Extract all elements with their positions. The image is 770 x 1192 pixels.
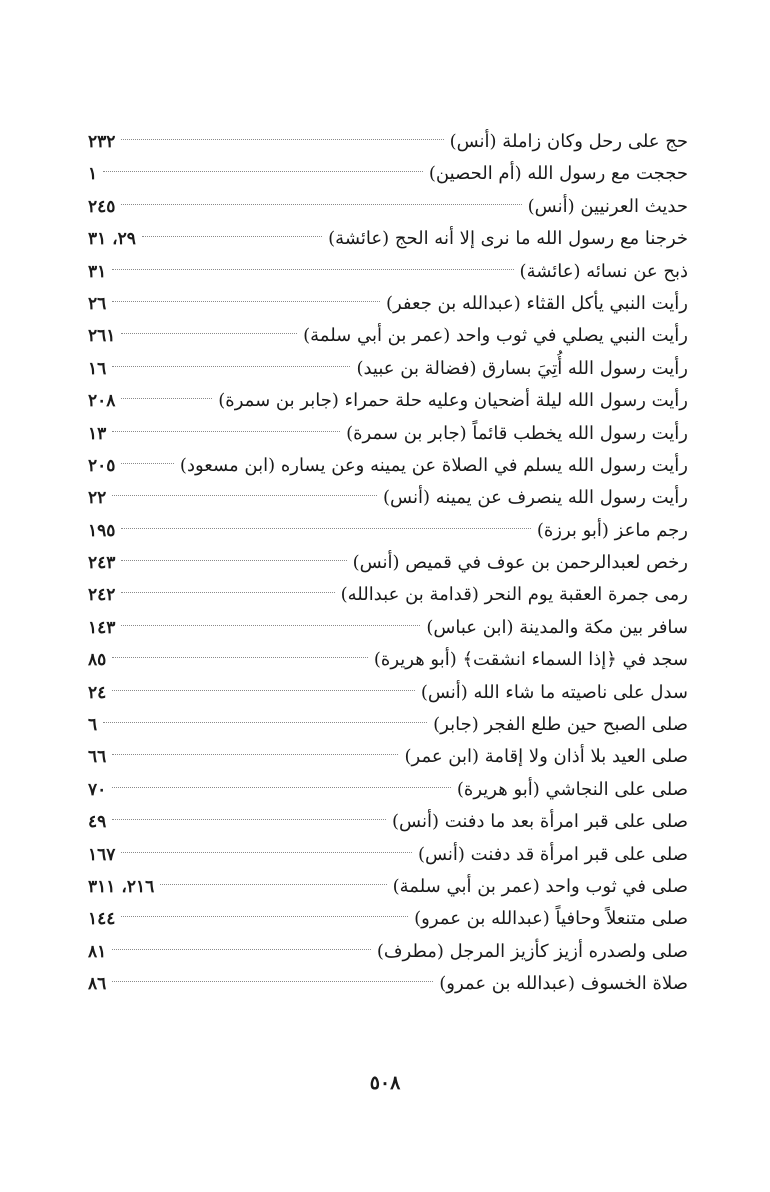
dotted-leader [112,754,398,755]
dotted-leader [103,171,423,172]
dotted-leader [112,657,368,658]
entry-text: صلاة الخسوف (عبدالله بن عمرو) [439,973,688,995]
entry-page-numbers: ٢٠٥ [88,455,116,476]
dotted-leader [112,366,350,367]
entry-text: حججت مع رسول الله (أم الحصين) [428,163,688,185]
entry-page-numbers: ٢٤٥ [88,196,116,217]
entry-page-numbers: ١٣ [88,423,107,444]
dotted-leader [112,949,371,950]
index-entry [88,839,688,871]
dotted-leader [112,269,513,270]
index-entry [88,158,688,190]
entry-text: صلى العيد بلا أذان ولا إقامة (ابن عمر) [404,746,688,768]
entry-text: سدل على ناصيته ما شاء الله (أنس) [420,681,688,703]
entry-text: رأيت النبي يصلي في ثوب واحد (عمر بن أبي سلمة) [303,325,688,347]
dotted-leader [112,690,415,691]
index-entry [88,418,688,450]
entry-page-numbers: ٢٦١ [88,326,116,347]
entry-page-numbers: ١ [88,164,98,185]
entry-text: ذبح عن نسائه (عائشة) [519,260,688,282]
index-entry [88,579,688,611]
entry-text: رأيت النبي يأكل القثاء (عبدالله بن جعفر) [385,292,688,314]
entry-text: حديث العرنيين (أنس) [527,195,688,217]
index-entry [88,741,688,773]
entry-page-numbers: ٢٩، ٣١ [88,229,136,250]
dotted-leader [121,463,174,464]
entry-text: سافر بين مكة والمدينة (ابن عباس) [426,616,688,638]
index-entry [88,709,688,741]
dotted-leader [121,592,334,593]
entry-page-numbers: ٣١ [88,261,107,282]
index-entry [88,547,688,579]
dotted-leader [112,819,386,820]
entry-page-numbers: ١٩٥ [88,520,116,541]
entry-page-numbers: ٤٩ [88,812,107,833]
entry-text: رأيت رسول الله يسلم في الصلاة عن يمينه وعن يساره (ابن مسعود) [179,454,688,476]
entry-page-numbers: ١٦٧ [88,844,116,865]
entry-page-numbers: ١٤٣ [88,617,116,638]
entry-page-numbers: ٢٤ [88,682,107,703]
entry-text: رأيت رسول الله أُتِيَ بسارق (فضالة بن عبيد) [356,357,688,379]
entry-page-numbers: ٢٢ [88,488,107,509]
entry-page-numbers: ٢٠٨ [88,391,116,412]
dotted-leader [121,560,346,561]
index-entry [88,612,688,644]
index-entry [88,644,688,676]
entry-page-numbers: ٢٤٣ [88,553,116,574]
index-entry [88,806,688,838]
index-entry [88,320,688,352]
index-entry [88,288,688,320]
entry-text: رجم ماعز (أبو برزة) [536,519,688,541]
entry-page-numbers: ٧٠ [88,779,107,800]
entry-text: صلى ولصدره أزيز كأزيز المرجل (مطرف) [376,940,688,962]
entry-page-numbers: ٨٦ [88,974,107,995]
index-entry [88,677,688,709]
entry-page-numbers: ٢١٦، ٣١١ [88,876,155,897]
dotted-leader [112,495,377,496]
index-entry [88,515,688,547]
dotted-leader [103,722,427,723]
dotted-leader [121,204,521,205]
entry-text: صلى متنعلاً وحافياً (عبدالله بن عمرو) [414,908,688,930]
entry-page-numbers: ١٤٤ [88,909,116,930]
index-entry [88,126,688,158]
entry-text: صلى على قبر امرأة قد دفنت (أنس) [417,843,688,865]
index-entry [88,191,688,223]
index-entry [88,968,688,1000]
dotted-leader [121,852,412,853]
dotted-leader [121,528,530,529]
index-entry [88,774,688,806]
entry-text: صلى على قبر امرأة بعد ما دفنت (أنس) [392,811,688,833]
dotted-leader [112,787,451,788]
entry-text: صلى على النجاشي (أبو هريرة) [456,778,688,800]
dotted-leader [142,236,322,237]
index-entry [88,936,688,968]
index-entry [88,450,688,482]
dotted-leader [112,431,340,432]
entry-text: رأيت رسول الله ينصرف عن يمينه (أنس) [383,487,688,509]
entry-page-numbers: ٨٥ [88,650,107,671]
entry-page-numbers: ٨١ [88,941,107,962]
entry-text: صلى الصبح حين طلع الفجر (جابر) [433,714,688,736]
entry-text: صلى في ثوب واحد (عمر بن أبي سلمة) [392,875,688,897]
index-entry [88,903,688,935]
dotted-leader [112,981,433,982]
entry-page-numbers: ٢٤٢ [88,585,116,606]
entry-text: رأيت رسول الله ليلة أضحيان وعليه حلة حمراء (جابر بن سمرة) [218,390,688,412]
dotted-leader [160,884,386,885]
entry-page-numbers: ١٦ [88,358,107,379]
dotted-leader [121,139,443,140]
index-entry [88,353,688,385]
entry-text: رمى جمرة العقبة يوم النحر (قدامة بن عبدالله) [340,584,688,606]
entry-page-numbers: ٦٦ [88,747,107,768]
index-entry [88,482,688,514]
entry-text: رأيت رسول الله يخطب قائماً (جابر بن سمرة) [346,422,688,444]
dotted-leader [121,333,297,334]
dotted-leader [121,916,408,917]
index-entry [88,871,688,903]
dotted-leader [121,625,420,626]
dotted-leader [121,398,212,399]
entry-page-numbers: ٢٦ [88,293,107,314]
entry-text: خرجنا مع رسول الله ما نرى إلا أنه الحج (عائشة) [328,228,688,250]
index-entries [88,126,688,1001]
page-number: ٥٠٨ [369,1072,401,1094]
entry-page-numbers: ٦ [88,715,98,736]
index-entry [88,385,688,417]
entry-page-numbers: ٢٣٢ [88,132,116,152]
dotted-leader [112,301,380,302]
entry-text: سجد في ﴿إذا السماء انشقت﴾ (أبو هريرة) [373,649,688,671]
entry-text: حج على رحل وكان زاملة (أنس) [449,131,688,152]
entry-text: رخص لعبدالرحمن بن عوف في قميص (أنس) [352,552,688,574]
index-entry [88,256,688,288]
index-entry [88,223,688,255]
